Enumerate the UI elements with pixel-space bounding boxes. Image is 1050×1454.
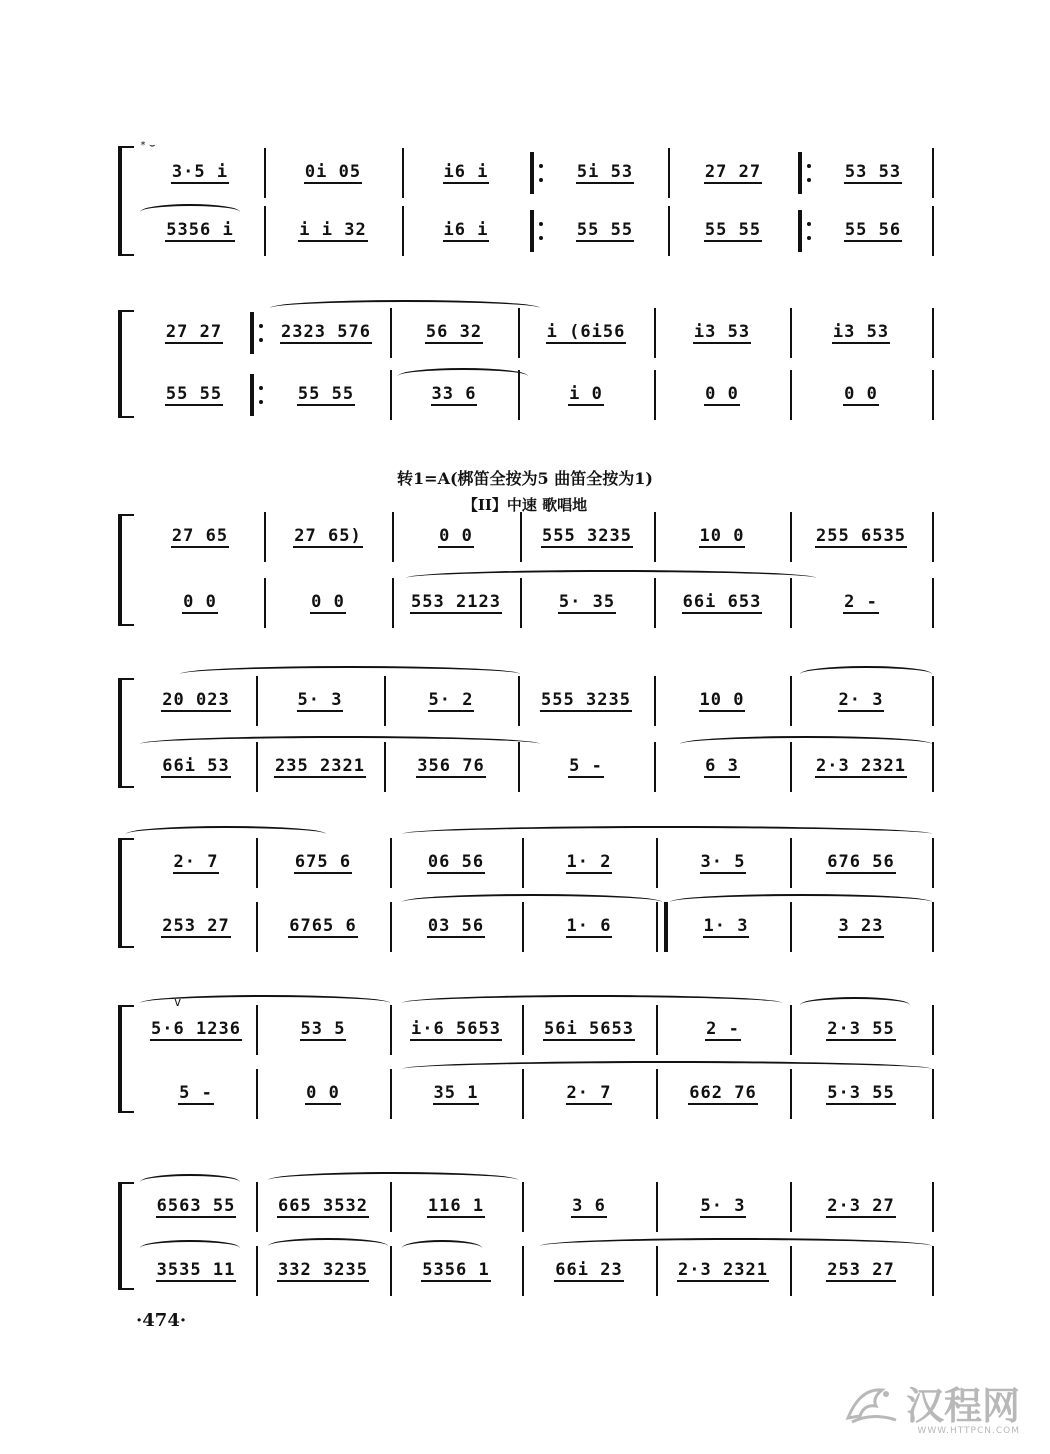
lower-staff <box>140 1069 928 1119</box>
system-brace <box>118 310 134 418</box>
measure: i (6i56 <box>546 322 626 342</box>
measure: 3·5 i <box>171 162 229 182</box>
barline <box>256 1005 258 1055</box>
score-system-3 <box>118 510 928 630</box>
measure: 5· 2 <box>428 690 474 710</box>
watermark <box>842 1375 1020 1436</box>
barline <box>264 148 266 198</box>
watermark-logo-icon <box>842 1378 902 1428</box>
barline <box>790 676 792 726</box>
measure: 332 3235 <box>278 1260 368 1280</box>
barline <box>518 308 520 358</box>
measure: 6765 6 <box>289 916 357 936</box>
system-brace <box>118 1182 134 1290</box>
measure: 33 6 <box>431 384 477 404</box>
measure: 55 55 <box>297 384 355 404</box>
barline <box>264 206 266 256</box>
measure: 5· 35 <box>558 592 616 612</box>
barline <box>656 1005 658 1055</box>
slur <box>140 995 390 1011</box>
measure: 27 65) <box>294 526 362 546</box>
measure: 3 23 <box>838 916 884 936</box>
lower-staff <box>140 902 928 952</box>
slur <box>402 1061 932 1077</box>
slur <box>140 1174 240 1190</box>
barline <box>654 308 656 358</box>
barline <box>520 512 522 562</box>
lower-staff <box>140 742 928 792</box>
barline <box>932 838 934 888</box>
measure: 356 76 <box>417 756 485 776</box>
measure: i i 32 <box>299 220 367 240</box>
measure: 0 0 <box>183 592 217 612</box>
slur <box>406 570 816 586</box>
barline <box>790 742 792 792</box>
system-brace <box>118 678 134 788</box>
measure: 2·3 55 <box>827 1019 895 1039</box>
barline <box>256 742 258 792</box>
barline <box>390 838 392 888</box>
measure: 235 2321 <box>275 756 365 776</box>
barline <box>932 512 934 562</box>
barline <box>390 1246 392 1296</box>
barline <box>932 1069 934 1119</box>
measure: 5·6 1236 <box>151 1019 241 1039</box>
measure: 10 0 <box>699 526 745 546</box>
barline <box>932 370 934 420</box>
barline <box>384 742 386 792</box>
measure: 0 0 <box>311 592 345 612</box>
measure: 2·3 27 <box>827 1196 895 1216</box>
barline <box>402 206 404 256</box>
measure: 675 6 <box>294 852 352 872</box>
barline <box>522 1182 524 1232</box>
barline <box>790 1182 792 1232</box>
measure: 53 5 <box>300 1019 346 1039</box>
barline <box>390 902 392 952</box>
measure: 5356 i <box>166 220 234 240</box>
score-system-6 <box>118 995 928 1115</box>
measure: i3 53 <box>832 322 890 342</box>
lower-staff <box>140 578 928 628</box>
barline <box>790 370 792 420</box>
barline <box>390 1005 392 1055</box>
measure: 3535 11 <box>156 1260 236 1280</box>
measure: 53 53 <box>844 162 902 182</box>
measure: 66i 53 <box>162 756 230 776</box>
measure: 5· 3 <box>700 1196 746 1216</box>
barline <box>518 742 520 792</box>
measure: 0i 05 <box>304 162 362 182</box>
barline <box>932 1246 934 1296</box>
barline <box>932 206 934 256</box>
upper-staff <box>140 676 928 726</box>
barline <box>392 578 394 628</box>
articulation-marks: *⌣ <box>140 140 159 151</box>
measure: 6563 55 <box>156 1196 236 1216</box>
measure: 5· 3 <box>297 690 343 710</box>
barline <box>256 1182 258 1232</box>
barline <box>932 902 934 952</box>
measure: 555 3235 <box>542 526 632 546</box>
barline <box>654 512 656 562</box>
barline <box>790 512 792 562</box>
upper-staff <box>140 148 928 198</box>
measure: 56i 5653 <box>544 1019 634 1039</box>
measure: 676 56 <box>827 852 895 872</box>
measure: 20 023 <box>162 690 230 710</box>
barline <box>668 148 670 198</box>
barline <box>932 148 934 198</box>
measure: 5 - <box>179 1083 213 1103</box>
barline <box>518 370 520 420</box>
barline <box>932 1182 934 1232</box>
measure: 10 0 <box>699 690 745 710</box>
measure: 253 27 <box>162 916 230 936</box>
barline <box>390 370 392 420</box>
measure: 2·3 2321 <box>816 756 906 776</box>
measure: i6 i <box>443 162 489 182</box>
measure: 255 6535 <box>816 526 906 546</box>
barline <box>522 902 524 952</box>
breath-mark: v <box>174 995 185 1009</box>
score-system-7 <box>118 1172 928 1292</box>
score-system-5 <box>118 830 928 950</box>
measure: 55 55 <box>704 220 762 240</box>
measure: 0 0 <box>844 384 878 404</box>
barline <box>264 512 266 562</box>
barline <box>932 308 934 358</box>
measure: 5i 53 <box>576 162 634 182</box>
slur <box>268 1238 388 1254</box>
slur <box>402 995 782 1011</box>
upper-staff <box>140 308 928 358</box>
measure: 55 55 <box>165 384 223 404</box>
measure: 2· 3 <box>838 690 884 710</box>
score-system-1 <box>118 140 928 260</box>
barline <box>654 742 656 792</box>
barline <box>522 1069 524 1119</box>
measure: 1· 6 <box>566 916 612 936</box>
barline <box>390 1182 392 1232</box>
measure: i·6 5653 <box>411 1019 501 1039</box>
barline <box>654 578 656 628</box>
measure: 27 65 <box>171 526 229 546</box>
barline <box>932 1005 934 1055</box>
barline <box>522 1246 524 1296</box>
measure: 253 27 <box>827 1260 895 1280</box>
slur <box>670 894 932 910</box>
barline <box>256 1069 258 1119</box>
measure: 5·3 55 <box>827 1083 895 1103</box>
measure: 2 - <box>706 1019 740 1039</box>
slur <box>540 1238 932 1254</box>
barline <box>790 902 792 952</box>
measure: 2· 7 <box>173 852 219 872</box>
page-number: ·474· <box>136 1310 187 1331</box>
measure: 2· 7 <box>566 1083 612 1103</box>
barline <box>790 1246 792 1296</box>
measure: 06 56 <box>427 852 485 872</box>
measure: i 0 <box>569 384 603 404</box>
slur <box>800 666 932 682</box>
barline <box>790 838 792 888</box>
barline <box>384 676 386 726</box>
barline <box>932 742 934 792</box>
barline <box>656 1069 658 1119</box>
barline <box>932 578 934 628</box>
system-brace <box>118 838 134 948</box>
barline <box>656 838 658 888</box>
measure: 665 3532 <box>278 1196 368 1216</box>
measure: 27 27 <box>704 162 762 182</box>
tempo-marking: 【II】中速 歌唱地 <box>462 496 588 514</box>
watermark-name: 汉程网 <box>905 1383 1020 1428</box>
measure: 5 - <box>569 756 603 776</box>
barline <box>790 1069 792 1119</box>
measure: 56 32 <box>425 322 483 342</box>
barline <box>932 676 934 726</box>
upper-staff <box>140 512 928 562</box>
measure: 66i 653 <box>682 592 762 612</box>
measure: 116 1 <box>427 1196 485 1216</box>
measure: 1· 2 <box>566 852 612 872</box>
measure: 27 27 <box>165 322 223 342</box>
measure: 3 6 <box>572 1196 606 1216</box>
watermark-url: WWW.HTTPCN.COM <box>917 1426 1020 1436</box>
slur <box>270 300 540 316</box>
system-brace <box>118 1005 134 1113</box>
measure: 0 0 <box>306 1083 340 1103</box>
measure: 66i 23 <box>555 1260 623 1280</box>
measure: 5356 1 <box>422 1260 490 1280</box>
slur <box>800 997 910 1013</box>
measure: 1· 3 <box>703 916 749 936</box>
lower-staff <box>140 206 928 256</box>
barline <box>256 902 258 952</box>
score-system-2 <box>118 300 928 420</box>
slur <box>126 826 326 842</box>
barline <box>390 1069 392 1119</box>
slur <box>402 894 662 910</box>
measure: 6 3 <box>705 756 739 776</box>
measure: 3· 5 <box>700 852 746 872</box>
measure: 2323 576 <box>281 322 371 342</box>
barline <box>390 308 392 358</box>
lower-staff <box>140 370 928 420</box>
measure: 55 56 <box>844 220 902 240</box>
measure: 0 0 <box>705 384 739 404</box>
barline <box>656 1182 658 1232</box>
barline <box>256 676 258 726</box>
barline <box>790 1005 792 1055</box>
barline <box>256 838 258 888</box>
barline <box>790 308 792 358</box>
lower-staff <box>140 1246 928 1296</box>
barline <box>654 676 656 726</box>
score-system-4 <box>118 670 928 790</box>
barline <box>522 1005 524 1055</box>
section-heading: 转1=A(梆笛全按为5 曲笛全按为1) <box>397 469 653 488</box>
measure: 555 3235 <box>541 690 631 710</box>
measure: 662 76 <box>689 1083 757 1103</box>
measure: 55 55 <box>576 220 634 240</box>
measure: 2 - <box>844 592 878 612</box>
upper-staff <box>140 838 928 888</box>
barline <box>256 1246 258 1296</box>
slur <box>180 666 520 682</box>
barline <box>264 578 266 628</box>
slur <box>402 826 932 842</box>
barline <box>654 370 656 420</box>
slur <box>268 1172 518 1188</box>
barline <box>668 206 670 256</box>
measure: 0 0 <box>439 526 473 546</box>
measure: 03 56 <box>427 916 485 936</box>
barline <box>656 1246 658 1296</box>
barline <box>790 578 792 628</box>
measure: i3 53 <box>693 322 751 342</box>
measure: i6 i <box>443 220 489 240</box>
upper-staff <box>140 1005 928 1055</box>
measure: 553 2123 <box>411 592 501 612</box>
barline <box>518 676 520 726</box>
measure: 2·3 2321 <box>678 1260 768 1280</box>
system-brace <box>118 514 134 626</box>
barline <box>520 578 522 628</box>
barline <box>522 838 524 888</box>
barline <box>402 148 404 198</box>
barline <box>392 512 394 562</box>
measure: 35 1 <box>433 1083 479 1103</box>
system-brace <box>118 146 134 256</box>
upper-staff <box>140 1182 928 1232</box>
